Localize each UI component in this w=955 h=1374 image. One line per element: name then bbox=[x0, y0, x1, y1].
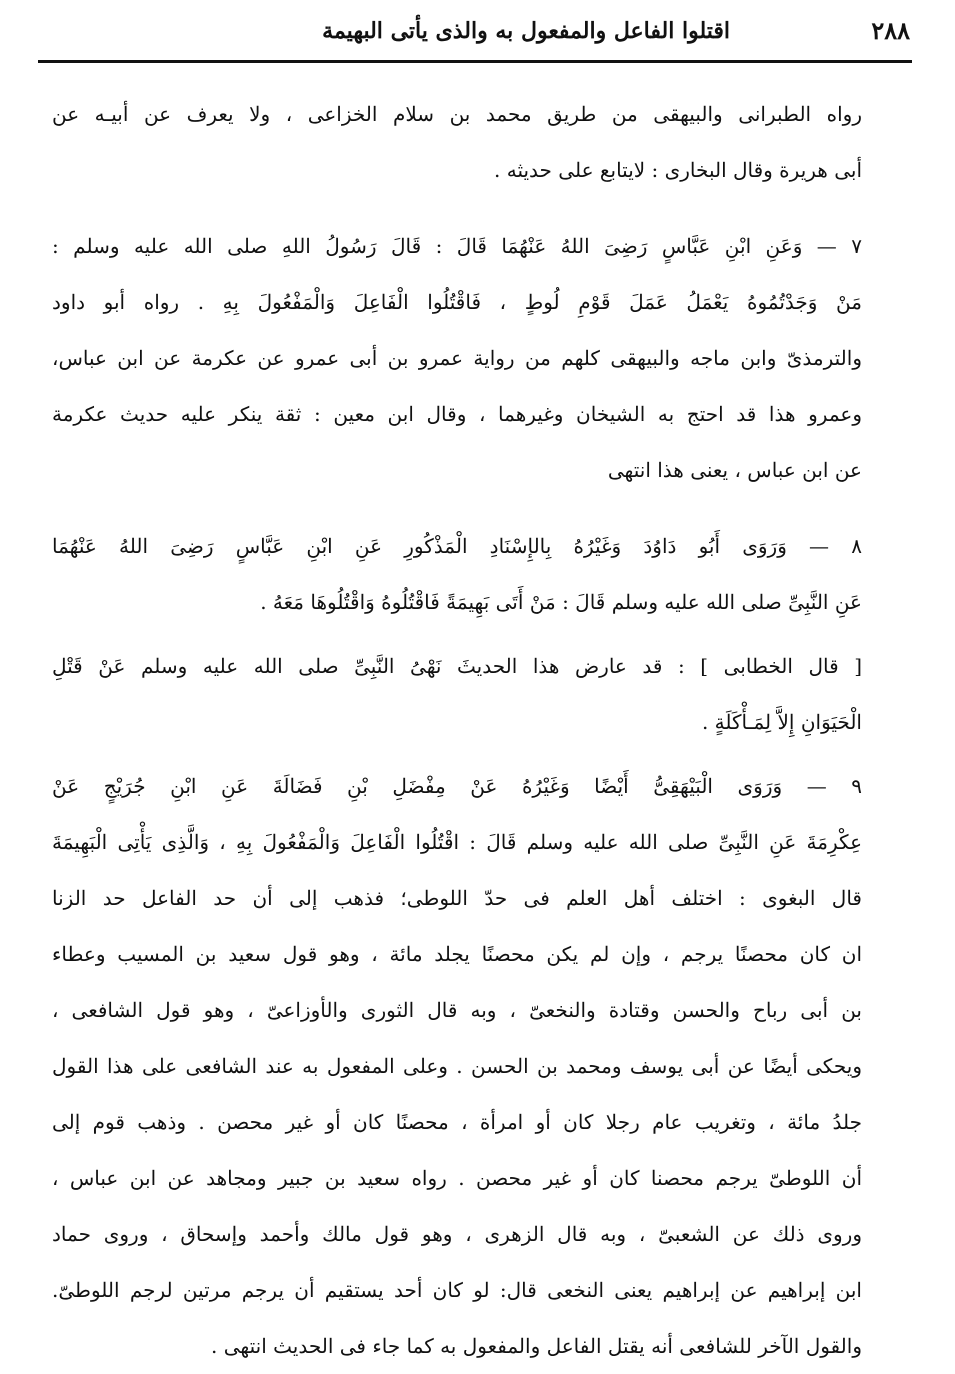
text-line: الْحَيَوَانِ إِلاَّ لِمَـأْكَلَةٍ . bbox=[701, 710, 862, 734]
text-line: بن أبى رباح والحسن وقتادة والنخعىّ ، وبه قال الثورى والأوزاعىّ ، وهو قول الشافعى ، bbox=[52, 998, 862, 1022]
text-line: ٩ — وَرَوَى الْبَيْهَقِىُّ أَيْضًا وَغَيْرُهُ عَنْ مِفْضَلِ بْنِ فَضَالَةَ عَنِ ابْنِ جُرَيْجٍ عَنْ bbox=[52, 774, 862, 798]
paragraph-hadith-7 bbox=[52, 218, 862, 498]
page-body bbox=[52, 86, 862, 1374]
text-line: [ قال الخطابى ] : قد عارض هذا الحديثَ نَهْىُ النَّبِىِّ صلى الله عليه وسلم عَنْ قَتْلِ bbox=[52, 654, 862, 678]
paragraph-hadith-9 bbox=[52, 758, 862, 870]
text-line: ويحكى أيضًا عن أبى يوسف ومحمد بن الحسن . وعلى المفعول به عند الشافعى على هذا القول bbox=[52, 1054, 862, 1078]
text-line: وروى ذلك عن الشعبىّ ، وبه قال الزهرى ، وهو قول مالك وأحمد وإسحاق ، وروى حماد bbox=[52, 1222, 862, 1246]
text-line: عَنِ النَّبِىِّ صلى الله عليه وسلم قَالَ : مَنْ أَتَى بَهِيمَةً فَاقْتُلُوهُ وَاقْتُلُوهَا مَعَهُ . bbox=[260, 590, 862, 614]
text-line: قال البغوى : اختلف أهل العلم فى حدّ اللوطى؛ فذهب إلى أن حد الفاعل حد الزنا bbox=[52, 886, 862, 910]
paragraph-narration-note bbox=[52, 86, 862, 198]
paragraph-khattabi bbox=[52, 638, 862, 750]
page-header bbox=[40, 10, 910, 50]
text-line: عن ابن عباس ، يعنى هذا انتهى bbox=[607, 458, 862, 482]
text-line: رواه الطبرانى والبيهقى من طريق محمد بن سلام الخزاعى ، ولا يعرف عن أبيـه عن bbox=[52, 102, 862, 126]
running-title: اقتلوا الفاعل والمفعول به والذى يأتى البهيمة bbox=[322, 18, 730, 44]
text-line: أبى هريرة وقال البخارى : لايتابع على حديثه . bbox=[494, 158, 862, 182]
text-line: ان كان محصنًا يرجم ، وإن لم يكن محصنًا يجلد مائة ، وهو قول سعيد بن المسيب وعطاء bbox=[52, 942, 862, 966]
page-number: ٢٨٨ bbox=[871, 16, 910, 45]
text-line: جلدُ مائة ، وتغريب عام رجلا كان أو امرأة ، محصنًا كان أو غير محصن . وذهب قوم إلى bbox=[52, 1110, 862, 1134]
text-line: ابن إبراهيم عن إبراهيم يعنى النخعى قال: لو كان أحد يستقيم أن يرجم مرتين لرجم اللوطىّ. bbox=[52, 1278, 862, 1302]
text-line: وعمرو هذا قد احتج به الشيخان وغيرهما ، وقال ابن معين : ثقة ينكر عليه حديث عكرمة bbox=[52, 402, 862, 426]
text-line: والترمذىّ وابن ماجه والبيهقى كلهم من رواية عمرو بن أبى عمرو عن عكرمة عن ابن عباس، bbox=[52, 346, 862, 370]
text-line: أن اللوطىّ يرجم محصنا كان أو غير محصن . رواه سعيد بن جبير ومجاهد عن ابن عباس ، bbox=[52, 1166, 862, 1190]
text-line: ٨ — وَرَوَى أَبُو دَاوُدَ وَغَيْرُهُ بِالإِسْنَادِ الْمَذْكُورِ عَنِ ابْنِ عَبَّاسٍ رَضِىَ اللهُ عَنْهُمَا bbox=[52, 534, 862, 558]
text-line: والقول الآخر للشافعى أنه يقتل الفاعل والمفعول به كما جاء فى الحديث انتهى . bbox=[211, 1334, 862, 1358]
header-rule bbox=[38, 60, 912, 63]
text-line: عِكْرِمَةَ عَنِ النَّبِىِّ صلى الله عليه وسلم قَالَ : اقْتُلُوا الْفَاعِلَ وَالْمَفْعُولَ بِهِ ، وَالَّذِى يَأْتِى الْبَهِيمَةَ bbox=[52, 830, 862, 854]
paragraph-baghawi bbox=[52, 870, 862, 1374]
text-line: مَنْ وَجَدْتُمُوهُ يَعْمَلُ عَمَلَ قَوْمِ لُوطٍ ، فَاقْتُلُوا الْفَاعِلَ وَالْمَفْعُولَ بِهِ . رواه أبو داود bbox=[52, 290, 862, 314]
paragraph-hadith-8 bbox=[52, 518, 862, 630]
text-line: ٧ — وَعَنِ ابْنِ عَبَّاسٍ رَضِىَ اللهُ عَنْهُمَا قَالَ : قَالَ رَسُولُ اللهِ صلى الله عليه وسلم : bbox=[52, 234, 862, 258]
